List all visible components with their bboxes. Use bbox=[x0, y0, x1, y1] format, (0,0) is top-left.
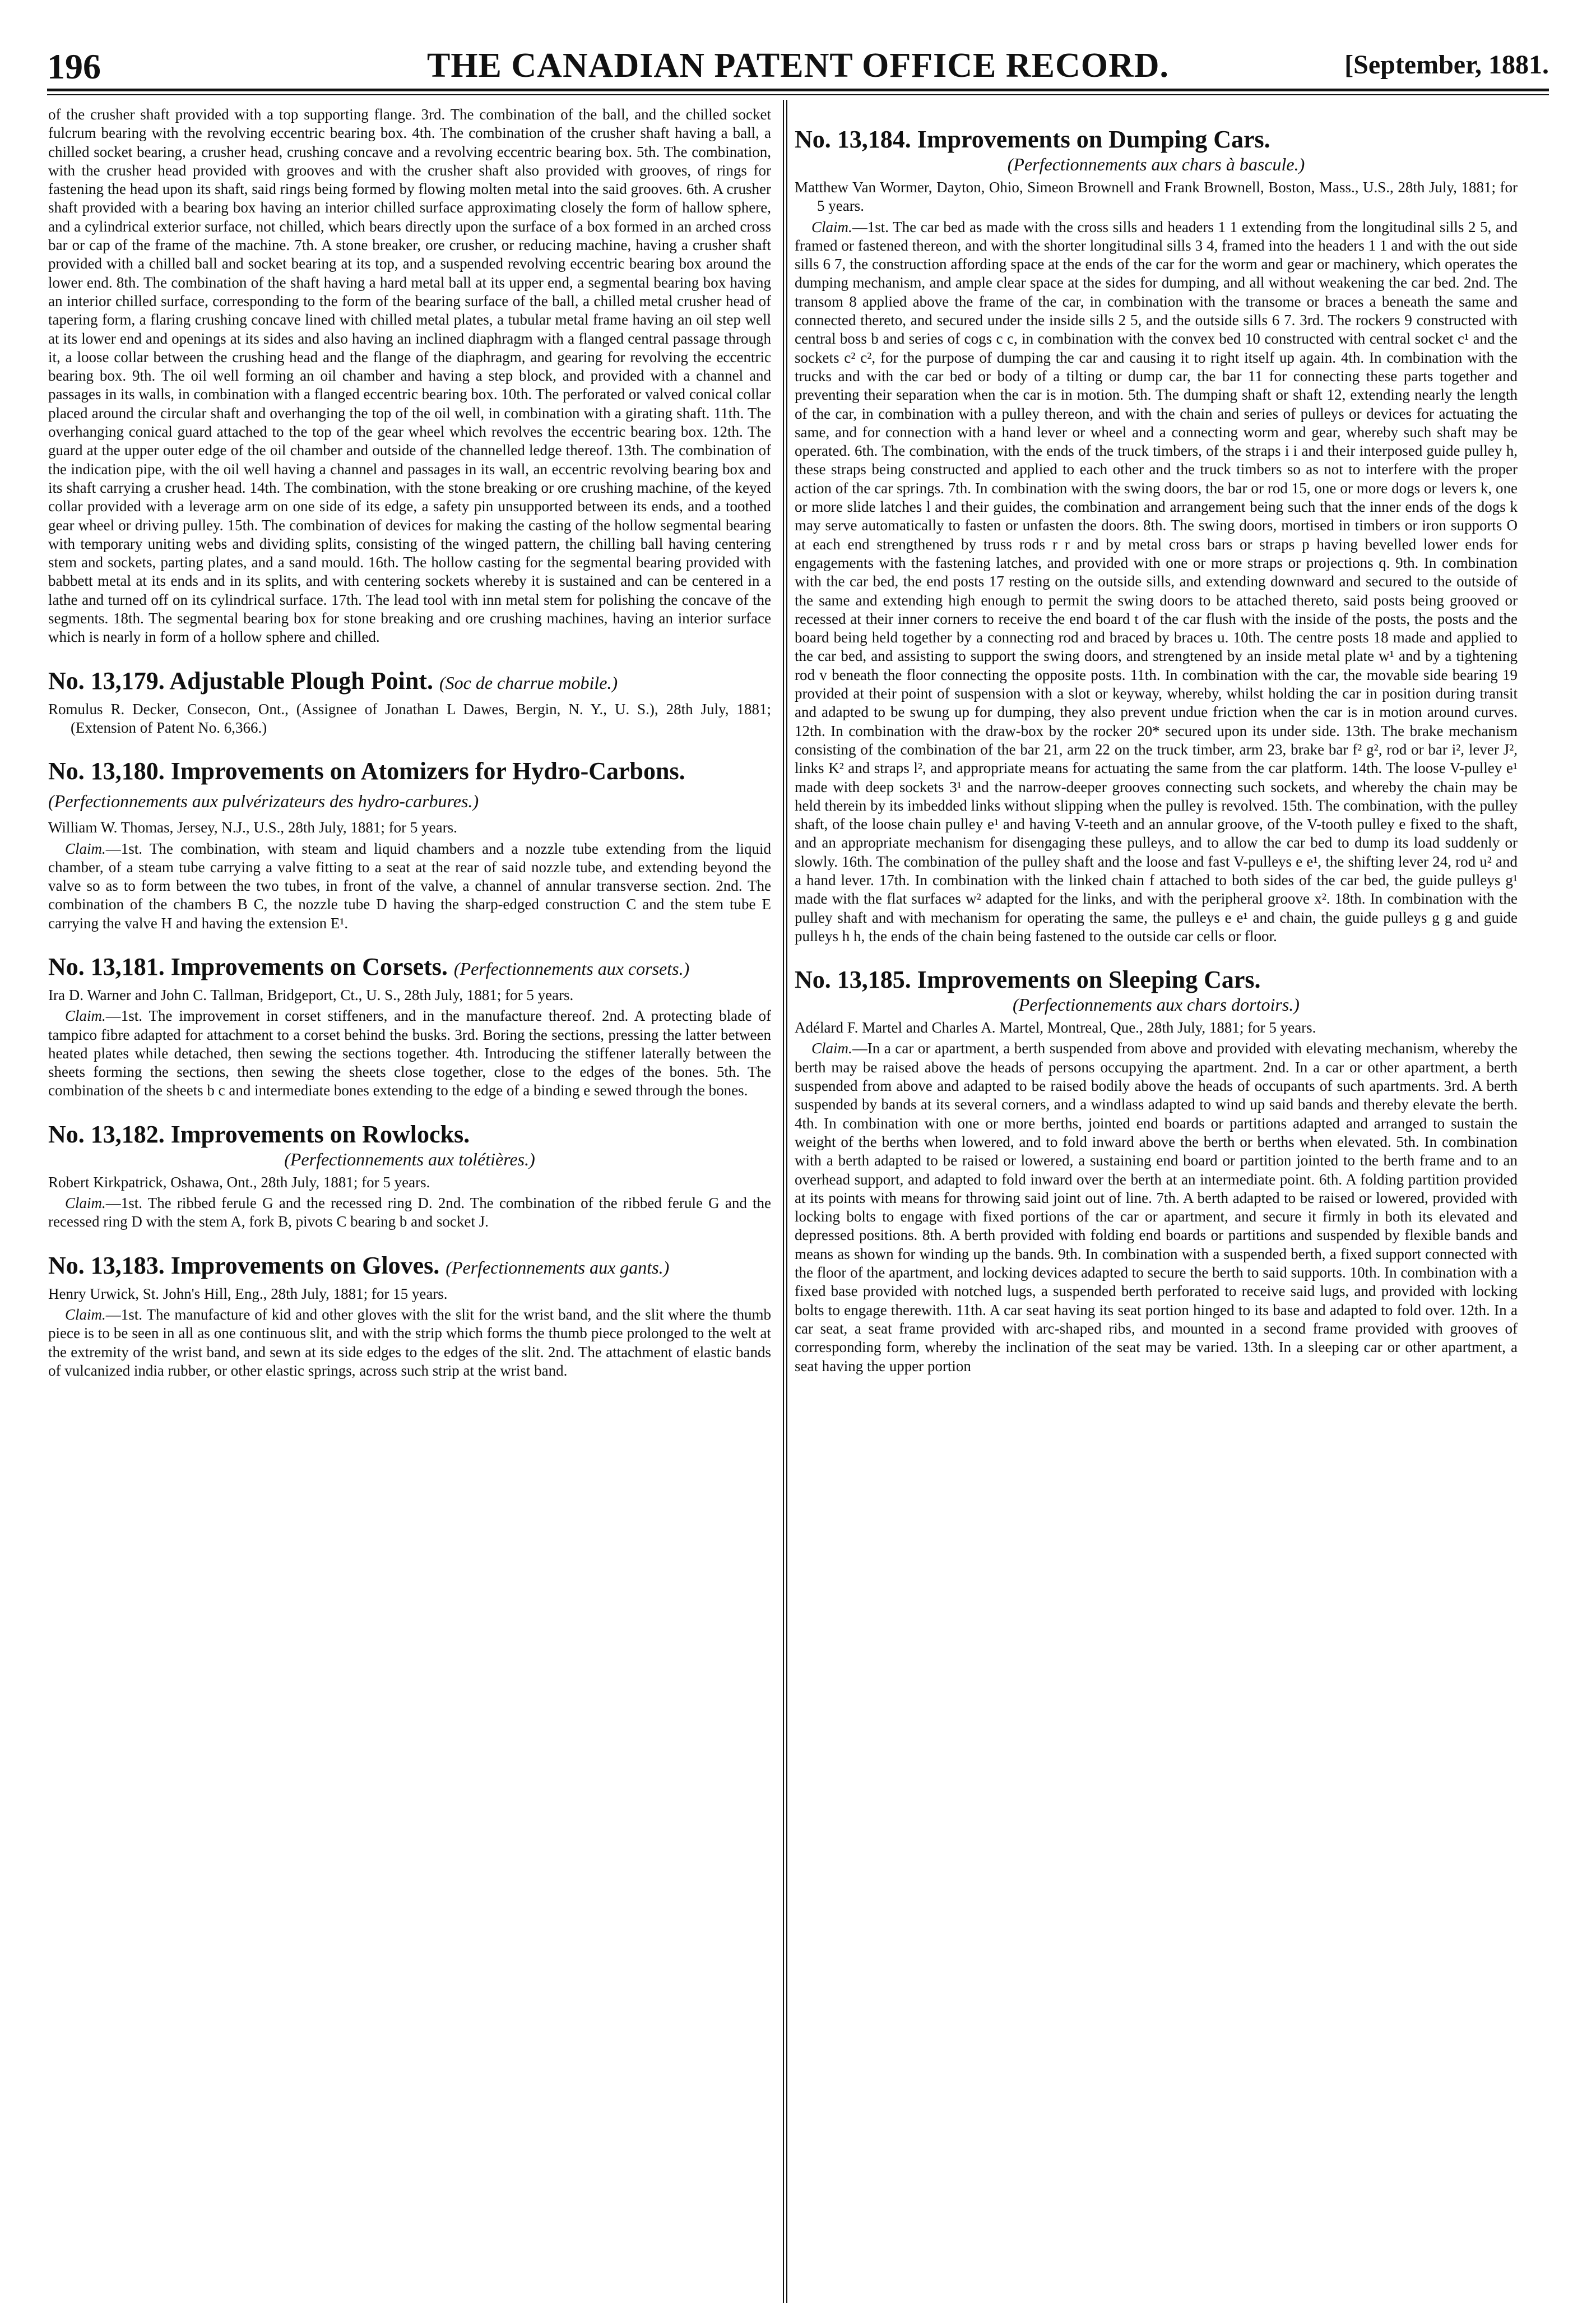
left-column bbox=[48, 105, 771, 2292]
entry-french-title: (Perfectionnements aux chars à bascule.) bbox=[1007, 154, 1305, 174]
entry-patentee: Ira D. Warner and John C. Tallman, Bridgeport, Ct., U. S., 28th July, 1881; for 5 years. bbox=[48, 986, 574, 1003]
entry-french-title: (Soc de charrue mobile.) bbox=[439, 672, 618, 693]
claim-text: —1st. The ribbed ferule G and the recessed ring D. 2nd. The combination of the ribbed ferule G and the recessed ring D with the stem A, fork B, pivots C bearing b and socket J. bbox=[48, 1195, 771, 1230]
claim-label: Claim. bbox=[65, 1195, 106, 1212]
entry-patentee: William W. Thomas, Jersey, N.J., U.S., 28th July, 1881; for 5 years. bbox=[48, 819, 457, 836]
journal-title: THE CANADIAN PATENT OFFICE RECORD. bbox=[426, 47, 1170, 85]
entry-heading: No. 13,184. Improvements on Dumping Cars. bbox=[795, 126, 1270, 153]
column-rule bbox=[783, 100, 787, 2303]
entry-claim bbox=[795, 218, 1518, 946]
issue-date: [September, 1881. bbox=[1344, 50, 1549, 80]
entry-french-title: (Perfectionnements aux corsets.) bbox=[453, 958, 690, 979]
claim-label: Claim. bbox=[811, 1040, 852, 1057]
entry-patentee: Matthew Van Wormer, Dayton, Ohio, Simeon Brownell and Frank Brownell, Boston, Mass., U.S., 28th July, 1881; for 5 years. bbox=[795, 179, 1518, 215]
patent-entry-13185 bbox=[795, 966, 1518, 1376]
entry-heading: No. 13,183. Improvements on Gloves. bbox=[48, 1251, 440, 1279]
entry-claim bbox=[48, 840, 771, 933]
page-number: 196 bbox=[47, 47, 101, 86]
claim-label: Claim. bbox=[65, 1306, 106, 1323]
entry-french-title: (Perfectionnements aux pulvérizateurs des hydro-carbures.) bbox=[48, 791, 479, 812]
claim-text: —1st. The car bed as made with the cross sills and headers 1 1 extending from the longitudinal sills 2 5, and framed or fastened thereon, and with the shorter longitudinal sills 3 4, framed into the headers 1 1 and with the out side sills 6 7, the construction affording space at the ends of the car for the worm and gear or machinery, which operates the dumping mechanism, and ample clear space at the sides for dumping, and all without weakening the car bed. 2nd. The transom 8 applied above the frame of the car, in combination with the transome or braces a beneath the same and connected thereto, and secured under the inside sills 2 5, and the outside sills 6 7. 3rd. The rockers 9 constructed with central boss b and series of cogs c c, in combination with the convex bed 10 constructed with central socket c¹ and the sockets c² c², for the purpose of dumping the car and causing it to right itself up again. 4th. In combination with the trucks and with the car bed or body of a tilting or dump car, the bar 11 for connecting these parts together and preventing their separation when the car is in motion. 5th. The dumping shaft or shaft 12, extending nearly the length of the car, in combination with a pulley thereon, and with the chain and series of pulleys or devices for actuating the same, and for connection with a hand lever or wheel and a connecting worm and gear, whereby such shaft may be operated. 6th. The combination, with the ends of the truck timbers, of the straps i i and their interposed guide pulley h, these straps being constructed and applied to each other and the truck timbers so as not to interfere with the proper action of the car springs. 7th. In combination with the swing doors, the bar or rod 15, one or more dogs or levers k, one or more slide latches l and their guides, the combination and arrangement being such that the inner ends of the dogs k may serve automatically to fasten or unfasten the doors. 8th. The swing doors, mortised in timbers or iron supports O at each end strengthened by truss rods r r and by metal cross bars or straps p having bevelled lower ends for engagements with the fastening latches, and provided with one or more straps or projections q. 9th. In combination with the car bed, the end posts 17 resting on the outside sills, and extending downward and secured to the outside of the same and extending high enough to permit the swing doors to be attached thereto, said posts being grooved or recessed at their inner corners to receive the end board t of the car flush with the inside of the posts, the posts and the board being held together by a connecting rod and braced by braces u. 10th. The centre posts 18 made and applied to the car bed, and assisting to support the swing doors, and strengtened by an inside metal plate w¹ and by a tightening rod v beneath the floor connecting the opposite posts. 11th. In combination with the car, the movable side bearing 19 provided at their point of suspension with a slot or keyway, whereby, whilst holding the car in position during transit and adapted to be swung up for dumping, they also prevent undue friction when the car is in motion around curves. 12th. In combination with the draw-box by the rocker 20* secured upon its under side. 13th. The brake mechanism consisting of the combination of the bar 21, arm 22 on the truck timber, arm 23, brake bar f² g², rod or bar i², lever J², links K² and straps l², and appropriate means for actuating the same from the car platform. 14th. The loose V-pulley e¹ made with deep sockets 3¹ and the narrow-deeper grooves connecting such sockets, and whereby the chain may be held therein by its imbedded links without slipping when the pulley is revolved. 15th. The combination, with the pulley shaft, of the loose chain pulley e¹ and having V-teeth and an annular groove, of the V-tooth pulley e fixed to the shaft, and an appropriate mechanism for disengaging these pulleys, and to allow the car bed to dump its load suddenly or slowly. 16th. The combination of the pulley shaft and the loose and fast V-pulleys e e¹, the shifting lever 24, rod u² and a hand lever. 17th. In combination with the linked chain f attached to both sides of the car bed, the guide pulleys g¹ made with the flat surfaces w² adapted for the links, and with the peripheral groove x². 18th. In combination with the pulley shaft and with mechanism for operating the same, the pulleys e e¹ and chain, the guide pulleys g g and guide pulleys h h, the ends of the chain being fastened to the outside car cells or floor. bbox=[795, 218, 1518, 945]
entry-claim bbox=[48, 1194, 771, 1232]
page-header bbox=[47, 27, 1549, 89]
right-column bbox=[795, 105, 1518, 2292]
entry-heading: No. 13,179. Adjustable Plough Point. bbox=[48, 667, 433, 695]
entry-heading: No. 13,182. Improvements on Rowlocks. bbox=[48, 1120, 470, 1148]
entry-claim bbox=[795, 1039, 1518, 1375]
patent-entry-13184 bbox=[795, 126, 1518, 946]
patent-entry-13183 bbox=[48, 1252, 771, 1380]
entry-heading: No. 13,185. Improvements on Sleeping Cars. bbox=[795, 966, 1261, 994]
entry-patentee: Romulus R. Decker, Consecon, Ont., (Assignee of Jonathan L Dawes, Bergin, N. Y., U. S.), 28th July, 1881; (Extension of Patent No. 6,366.) bbox=[48, 700, 771, 736]
entry-patentee: Robert Kirkpatrick, Oshawa, Ont., 28th July, 1881; for 5 years. bbox=[48, 1173, 430, 1191]
entry-french-title: (Perfectionnements aux chars dortoirs.) bbox=[1013, 994, 1300, 1015]
header-rule bbox=[47, 89, 1549, 95]
claim-label: Claim. bbox=[811, 218, 852, 235]
entry-french-title: (Perfectionnements aux gants.) bbox=[446, 1257, 670, 1278]
entry-claim bbox=[48, 1306, 771, 1380]
patent-entry-13182 bbox=[48, 1121, 771, 1232]
patent-entry-13180 bbox=[48, 757, 771, 933]
claim-label: Claim. bbox=[65, 840, 106, 857]
claim-text: —1st. The improvement in corset stiffeners, and in the manufacture thereof. 2nd. A protecting blade of tampico fibre adapted for attachment to a corset behind the busks. 3rd. Boring the sections, pressing the latter between heated plates while detached, then sewing the sections together. 4th. Introducing the stiffener laterally between the sheets forming the sections, then sewing the sheets close together, close to the edges of the bones. 5th. The combination of the sheets b c and intermediate bones extending to the edge of a binding e sewed through the bones. bbox=[48, 1007, 771, 1099]
entry-heading: No. 13,181. Improvements on Corsets. bbox=[48, 952, 448, 980]
entry-french-title: (Perfectionnements aux tolétières.) bbox=[284, 1149, 535, 1169]
claim-text: —1st. The manufacture of kid and other gloves with the slit for the wrist band, and the slit where the thumb piece is to be seen in all as one continuous slit, and with the strip which forms the thumb piece prolonged to the welt at the extremity of the wrist band, and sewn at its side edges to the edges of the slit. 2nd. The attachment of elastic bands of vulcanized india rubber, or other elastic springs, across such strip at the wrist band. bbox=[48, 1306, 771, 1379]
patent-entry-13179 bbox=[48, 667, 771, 738]
claim-label: Claim. bbox=[65, 1007, 106, 1025]
entry-claim bbox=[48, 1007, 771, 1100]
claim-text: —In a car or apartment, a berth suspended from above and provided with elevating mechanism, whereby the berth may be raised above the heads of persons occupying the apartment. 2nd. In a car or other apartment, a berth suspended from above and adapted to be raised bodily above the heads of occupants of such apartments. 3rd. A berth suspended by bands at its several corners, and a windlass adapted to wind up said bands and thereby elevate the berth. 4th. In combination with one or more berths, jointed end boards or partitions adapted and arranged to sustain the weight of the berths when lowered, and to fold inward above the berth or berths when elevated. 5th. In combination with a berth adapted to be raised or lowered, a sustaining end board or partition jointed to the berth frame and to an overhead support, and adapted to fold inward over the berth at an intermediate point. 6th. A folding partition provided at its points with means for throwing said joint out of line. 7th. A berth adapted to be raised or lowered, provided with locking bolts to engage with fixed portions of the car or apartment, and secure it firmly in both its elevated and depressed positions. 8th. A berth provided with folding end boards or partitions and suspended by flexible bands and means as shown for winding up the bands. 9th. In combination with a suspended berth, a fixed support connected with the floor of the apartment, and locking devices adapted to secure the berth to said supports. 10th. In combination with a fixed base provided with notched lugs, a suspended berth perforated to receive said lugs, and provided with locking bolts to engage therewith. 11th. A car seat having its seat portion hinged to its base and adapted to fold over. 12th. In a car seat, a seat frame provided with arc-shaped ribs, and mounted in a second frame provided with grooves of corresponding form, whereby the inclination of the seat may be varied. 13th. In a sleeping car or other apartment, a seat having the upper portion bbox=[795, 1040, 1518, 1374]
continued-claims: of the crusher shaft provided with a top supporting flange. 3rd. The combination of the ball, and the chilled socket fulcrum bearing with the revolving eccentric bearing box. 4th. The combination of the crusher shaft having a ball, a chilled socket bearing, a crusher head, crushing concave and a revolving eccentric bearing box. 5th. The combination, with the crusher head provided with grooves and with the crusher shaft also provided with grooves, of rings for fastening the head upon its shaft, said rings being formed by flowing molten metal into the said grooves. 6th. A crusher shaft provided with a bearing box having an interior chilled surface approximating closely the form of hallow sphere, and a cylindrical exterior surface, not chilled, which bears directly upon the surface of a box formed in an arched cross bar or cap of the frame of the machine. 7th. A stone breaker, ore crusher, or reducing machine, having a crusher shaft provided with a chilled ball and socket bearing at its top, and a suspended revolving eccentric bearing box around the lower end. 8th. The combination of the shaft having a hard metal ball at its upper end, a segmental bearing box having an interior chilled surface, corresponding to the form of the bearing surface of the ball, a chilled metal crusher head of tapering form, a flaring crushing concave lined with chilled metal plates, a tubular metal frame having an oil step well at its lower end and openings at its sides and also having an inclined diaphragm with a flanged central passage through it, a loose collar between the crushing head and the flange of the diaphragm, and gearing for revolving the eccentric bearing box. 9th. The oil well forming an oil chamber and having a step block, and provided with a channel and passages in its walls, in combination with a flanged eccentric bearing box. 10th. The perforated or valved conical collar placed around the circular shaft and overhanging the top of the oil well, in combination with a girating shaft. 11th. The overhanging conical guard attached to the top of the gear wheel which revolves the eccentric bearing box. 12th. The guard at the upper outer edge of the oil chamber and outside of the channelled ledge thereof. 13th. The combination of the indication pipe, with the oil well having a channel and passages in its wall, an eccentric revolving bearing box and its shaft carrying a crusher head. 14th. The combination, with the stone breaking or ore crushing machine, of the keyed collar provided with a leverage arm on one side of its edge, a safety pin unsupported between its ends, and a toothed gear wheel or driving pulley. 15th. The combination of devices for making the casting of the hollow segmental bearing with temporary uniting webs and dividing splits, consisting of the winged pattern, the chilling ball having centering stem and sockets, parting plates, and a sand mould. 16th. The hollow casting for the segmental bearing provided with babbett metal at its ends and in its splits, and with centering sockets whereby it is sustained and can be centered in a lathe and turned off on its cylindrical surface. 17th. The lead tool with inn metal stem for polishing the concave of the segments. 18th. The segmental bearing box for stone breaking and ore crushing machines, having an interior surface which is nearly in form of a hollow sphere and chilled. bbox=[48, 106, 771, 646]
claim-text: —1st. The combination, with steam and liquid chambers and a nozzle tube extending from the liquid chamber, of a steam tube carrying a valve fitting to a seat at the rear of said nozzle tube, and extending beyond the valve so as to form between the two tubes, in front of the valve, a channel of annular transverse section. 2nd. The combination of the chambers B C, the nozzle tube D having the sharp-edged construction C and the stem tube E carrying the valve H and having the extension E¹. bbox=[48, 840, 771, 932]
entry-patentee: Adélard F. Martel and Charles A. Martel, Montreal, Que., 28th July, 1881; for 5 years. bbox=[795, 1019, 1316, 1036]
entry-patentee: Henry Urwick, St. John's Hill, Eng., 28th July, 1881; for 15 years. bbox=[48, 1285, 448, 1302]
entry-heading: No. 13,180. Improvements on Atomizers for Hydro-Carbons. bbox=[48, 757, 685, 785]
patent-entry-13181 bbox=[48, 953, 771, 1100]
